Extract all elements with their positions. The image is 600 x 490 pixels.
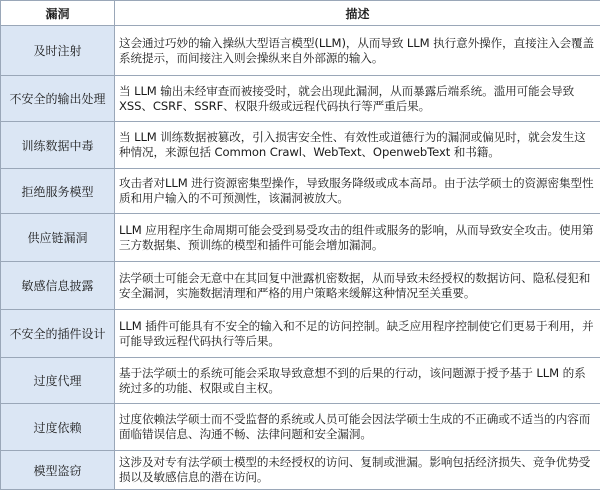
vulnerability-description: 这会通过巧妙的输入操纵大型语言模型(LLM)，从而导致 LLM 执行意外操作，直接注入会覆盖系统提示，而间接注入则会操纵来自外部源的输入。 — [115, 26, 600, 76]
vulnerability-description: 过度依赖法学硕士而不受监督的系统或人员可能会因法学硕士生成的不正确或不适当的内容而面临错误信息、沟通不畅、法律问题和安全漏洞。 — [115, 404, 600, 451]
table-row — [1, 169, 600, 214]
table-row — [1, 122, 600, 169]
table-row — [1, 26, 600, 76]
table-row — [1, 310, 600, 358]
vulnerability-name: 拒绝服务模型 — [1, 169, 115, 214]
table-row — [1, 262, 600, 310]
vulnerability-description: 基于法学硕士的系统可能会采取导致意想不到的后果的行动，该问题源于授予基于 LLM 的系统过多的功能、权限或自主权。 — [115, 358, 600, 404]
vulnerability-name: 及时注射 — [1, 26, 115, 76]
vulnerability-name: 模型盗窃 — [1, 451, 115, 490]
vulnerability-name: 训练数据中毒 — [1, 122, 115, 169]
vulnerability-description: 当 LLM 输出未经审查而被接受时，就会出现此漏洞，从而暴露后端系统。滥用可能会导致 XSS、CSRF、SSRF、权限升级或远程代码执行等严重后果。 — [115, 76, 600, 122]
vulnerability-description: LLM 插件可能具有不安全的输入和不足的访问控制。缺乏应用程序控制使它们更易于利用，并可能导致远程代码执行等后果。 — [115, 310, 600, 358]
table-row — [1, 358, 600, 404]
vulnerability-name: 不安全的输出处理 — [1, 76, 115, 122]
table-row — [1, 76, 600, 122]
vulnerability-name: 过度依赖 — [1, 404, 115, 451]
vulnerability-description: 攻击者对LLM 进行资源密集型操作，导致服务降级或成本高昂。由于法学硕士的资源密集型性质和用户输入的不可预测性，该漏洞被放大。 — [115, 169, 600, 214]
vulnerability-description: LLM 应用程序生命周期可能会受到易受攻击的组件或服务的影响，从而导致安全攻击。使用第三方数据集、预训练的模型和插件可能会增加漏洞。 — [115, 214, 600, 262]
vulnerability-description: 法学硕士可能会无意中在其回复中泄露机密数据，从而导致未经授权的数据访问、隐私侵犯和安全漏洞，实施数据清理和严格的用户策略来缓解这种情况至关重要。 — [115, 262, 600, 310]
vulnerability-name: 不安全的插件设计 — [1, 310, 115, 358]
table-header-row — [1, 1, 600, 26]
table-row — [1, 214, 600, 262]
table-row — [1, 404, 600, 451]
header-description: 描述 — [115, 1, 600, 26]
table-row — [1, 451, 600, 490]
vulnerability-name: 敏感信息披露 — [1, 262, 115, 310]
vulnerability-name: 过度代理 — [1, 358, 115, 404]
vulnerability-description: 当 LLM 训练数据被篡改，引入损害安全性、有效性或道德行为的漏洞或偏见时，就会发生这种情况，来源包括 Common Crawl、WebText、OpenwebText 和书籍。 — [115, 122, 600, 169]
header-vulnerability: 漏洞 — [1, 1, 115, 26]
vulnerability-name: 供应链漏洞 — [1, 214, 115, 262]
vulnerability-description: 这涉及对专有法学硕士模型的未经授权的访问、复制或泄漏。影响包括经济损失、竞争优势受损以及敏感信息的潜在访问。 — [115, 451, 600, 490]
